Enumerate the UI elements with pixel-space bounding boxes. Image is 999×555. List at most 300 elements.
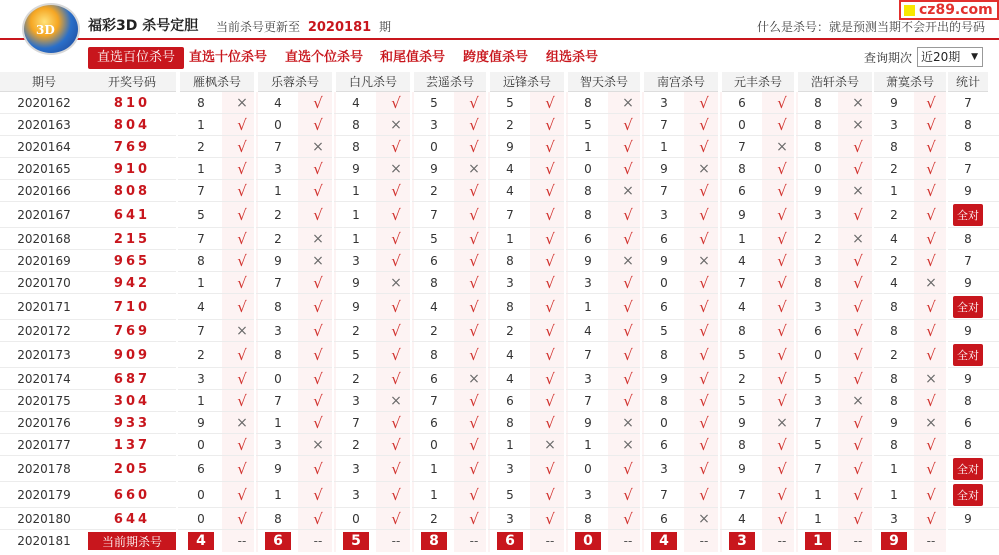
kill-number: 8 <box>490 250 530 272</box>
check-mark: √ <box>699 460 709 478</box>
check-mark: √ <box>313 510 323 528</box>
check-mark: √ <box>391 486 401 504</box>
kill-number: 2 <box>258 228 298 250</box>
kill-number: 8 <box>644 390 684 412</box>
column-separator <box>332 72 334 555</box>
lottery-logo <box>22 3 80 55</box>
cross-mark: × <box>925 275 937 291</box>
check-mark: √ <box>237 230 247 248</box>
check-mark: √ <box>777 322 787 340</box>
kill-number: 7 <box>568 342 608 368</box>
current-kill-value: 5 <box>343 532 369 550</box>
check-icon <box>914 158 948 180</box>
kill-number: 3 <box>798 250 838 272</box>
check-mark: √ <box>237 182 247 200</box>
kill-number: 6 <box>644 294 684 320</box>
current-kill-number <box>722 530 762 552</box>
check-mark: √ <box>545 94 555 112</box>
table-row <box>0 136 999 158</box>
kill-number: 1 <box>722 228 762 250</box>
kill-number: 7 <box>414 202 454 228</box>
cross-icon <box>762 412 802 434</box>
check-icon <box>454 180 494 202</box>
cross-icon <box>222 320 262 342</box>
check-mark: √ <box>926 322 936 340</box>
kill-number: 9 <box>644 368 684 390</box>
check-icon <box>608 482 648 508</box>
check-mark: √ <box>777 206 787 224</box>
kill-number: 8 <box>644 342 684 368</box>
issue-number: 2020164 <box>0 136 88 158</box>
check-icon <box>762 508 802 530</box>
check-mark: √ <box>237 486 247 504</box>
check-mark: √ <box>391 138 401 156</box>
kill-number: 7 <box>180 320 222 342</box>
kill-number: 5 <box>490 482 530 508</box>
issue-number: 2020163 <box>0 114 88 136</box>
pending-result: -- <box>530 530 570 552</box>
check-icon <box>454 92 494 114</box>
tab-units[interactable]: 直选个位杀号 <box>285 50 364 65</box>
check-icon <box>914 180 948 202</box>
kill-number: 6 <box>414 412 454 434</box>
check-icon <box>454 456 494 482</box>
check-icon <box>762 228 802 250</box>
kill-number: 3 <box>336 456 376 482</box>
table-row <box>0 434 999 456</box>
issue-number: 2020176 <box>0 412 88 434</box>
kill-number: 1 <box>258 412 298 434</box>
check-icon <box>454 294 494 320</box>
cross-mark: × <box>622 95 634 111</box>
check-mark: √ <box>853 346 863 364</box>
kill-number: 5 <box>722 390 762 412</box>
draw-numbers: 710 <box>88 294 176 320</box>
table-row <box>0 412 999 434</box>
check-mark: √ <box>699 322 709 340</box>
check-mark: √ <box>926 486 936 504</box>
cross-icon <box>454 368 494 390</box>
check-icon <box>914 508 948 530</box>
check-icon <box>222 456 262 482</box>
check-mark: √ <box>237 392 247 410</box>
column-header: 元丰杀号 <box>722 72 794 92</box>
kill-number: 8 <box>722 320 762 342</box>
hit-count: 9 <box>948 368 988 390</box>
check-icon <box>608 202 648 228</box>
kill-number: 6 <box>722 180 762 202</box>
check-icon <box>608 456 648 482</box>
current-kill-value: 8 <box>421 532 447 550</box>
check-mark: √ <box>313 274 323 292</box>
kill-number: 3 <box>180 368 222 390</box>
kill-number: 4 <box>490 180 530 202</box>
kill-number: 3 <box>644 456 684 482</box>
check-mark: √ <box>237 460 247 478</box>
check-mark: √ <box>853 414 863 432</box>
kill-number: 1 <box>180 158 222 180</box>
cross-mark: × <box>622 183 634 199</box>
kill-number: 8 <box>722 158 762 180</box>
cross-mark: × <box>312 437 324 453</box>
check-mark: √ <box>777 160 787 178</box>
check-icon <box>762 456 802 482</box>
check-mark: √ <box>699 230 709 248</box>
draw-numbers: 205 <box>88 456 176 482</box>
column-header: 雁枫杀号 <box>180 72 254 92</box>
kill-number: 3 <box>258 320 298 342</box>
kill-number: 4 <box>490 342 530 368</box>
kill-number: 8 <box>874 294 914 320</box>
check-mark: √ <box>699 298 709 316</box>
kill-number: 0 <box>722 114 762 136</box>
check-mark: √ <box>853 206 863 224</box>
check-icon <box>454 228 494 250</box>
cross-mark: × <box>852 117 864 133</box>
draw-numbers: 804 <box>88 114 176 136</box>
check-icon <box>454 508 494 530</box>
check-mark: √ <box>237 274 247 292</box>
check-icon <box>914 434 948 456</box>
draw-numbers: 909 <box>88 342 176 368</box>
cross-mark: × <box>390 117 402 133</box>
issue-number: 2020180 <box>0 508 88 530</box>
check-icon <box>608 158 648 180</box>
column-header: 萧寞杀号 <box>874 72 946 92</box>
kill-number: 7 <box>180 180 222 202</box>
kill-number: 2 <box>414 180 454 202</box>
column-header: 统计 <box>948 72 988 92</box>
current-kill-value: 0 <box>575 532 601 550</box>
site-name[interactable]: cz89.com <box>919 2 993 18</box>
hit-count: 8 <box>948 434 988 456</box>
column-header: 南宫杀号 <box>644 72 718 92</box>
check-icon <box>608 114 648 136</box>
check-mark: √ <box>313 346 323 364</box>
check-mark: √ <box>545 230 555 248</box>
check-mark: √ <box>699 346 709 364</box>
draw-numbers: 810 <box>88 92 176 114</box>
kill-number: 4 <box>180 294 222 320</box>
check-mark: √ <box>926 436 936 454</box>
check-icon <box>914 456 948 482</box>
check-mark: √ <box>699 392 709 410</box>
check-mark: √ <box>623 206 633 224</box>
kill-number: 7 <box>490 202 530 228</box>
check-mark: √ <box>777 274 787 292</box>
pending-result: -- <box>222 530 262 552</box>
check-icon <box>454 136 494 158</box>
kill-number: 1 <box>258 180 298 202</box>
all-correct-badge: 全对 <box>953 458 983 480</box>
kill-number: 9 <box>336 272 376 294</box>
check-icon <box>454 390 494 412</box>
hit-count: 6 <box>948 412 988 434</box>
cross-mark: × <box>698 253 710 269</box>
check-mark: √ <box>926 346 936 364</box>
check-mark: √ <box>926 392 936 410</box>
cross-mark: × <box>544 437 556 453</box>
check-icon <box>454 482 494 508</box>
check-mark: √ <box>391 322 401 340</box>
kill-number: 9 <box>258 456 298 482</box>
kill-number: 0 <box>180 482 222 508</box>
period-select-value: 近20期 <box>921 50 961 64</box>
check-mark: √ <box>469 252 479 270</box>
current-kill-value: 3 <box>729 532 755 550</box>
kill-number: 6 <box>798 320 838 342</box>
issue-number: 2020165 <box>0 158 88 180</box>
update-info <box>216 18 391 35</box>
pending-result: -- <box>838 530 878 552</box>
kill-number: 8 <box>568 180 608 202</box>
kill-number: 8 <box>722 434 762 456</box>
column-separator <box>946 72 948 555</box>
check-mark: √ <box>391 370 401 388</box>
kill-number: 8 <box>336 114 376 136</box>
kill-number: 6 <box>644 434 684 456</box>
draw-numbers: 687 <box>88 368 176 390</box>
check-mark: √ <box>699 436 709 454</box>
check-icon <box>914 202 948 228</box>
check-mark: √ <box>699 182 709 200</box>
check-mark: √ <box>623 138 633 156</box>
current-kill-value: 9 <box>881 532 907 550</box>
kill-number: 3 <box>490 508 530 530</box>
kill-number: 5 <box>722 342 762 368</box>
check-icon <box>608 368 648 390</box>
update-period: 2020181 <box>307 20 372 35</box>
check-mark: √ <box>313 322 323 340</box>
kill-number: 3 <box>258 434 298 456</box>
kill-number: 0 <box>414 136 454 158</box>
table-row <box>0 158 999 180</box>
kill-number: 0 <box>798 158 838 180</box>
kill-number: 9 <box>258 250 298 272</box>
column-separator <box>410 72 412 555</box>
kill-number: 6 <box>414 368 454 390</box>
kill-number: 5 <box>568 114 608 136</box>
hit-count <box>948 456 988 482</box>
kill-number: 2 <box>874 158 914 180</box>
column-header: 乐蓉杀号 <box>258 72 332 92</box>
kill-number: 1 <box>798 482 838 508</box>
check-mark: √ <box>699 274 709 292</box>
check-mark: √ <box>237 298 247 316</box>
check-mark: √ <box>777 182 787 200</box>
kill-number: 1 <box>874 180 914 202</box>
tab-span[interactable]: 跨度值杀号 <box>463 50 529 65</box>
tab-hundreds[interactable]: 直选百位杀号 <box>88 47 184 69</box>
check-mark: √ <box>853 138 863 156</box>
check-mark: √ <box>853 322 863 340</box>
kill-number: 8 <box>568 92 608 114</box>
check-mark: √ <box>313 94 323 112</box>
check-mark: √ <box>545 510 555 528</box>
kill-number: 4 <box>722 250 762 272</box>
kill-number: 9 <box>644 158 684 180</box>
check-mark: √ <box>545 346 555 364</box>
check-icon <box>762 202 802 228</box>
check-mark: √ <box>699 116 709 134</box>
hit-count: 7 <box>948 250 988 272</box>
tab-sum-tail[interactable]: 和尾值杀号 <box>380 50 446 65</box>
kill-number: 3 <box>798 390 838 412</box>
site-badge[interactable] <box>899 0 999 20</box>
tab-tens[interactable]: 直选十位杀号 <box>189 50 268 65</box>
draw-numbers: 137 <box>88 434 176 456</box>
check-mark: √ <box>237 510 247 528</box>
kill-number: 5 <box>414 228 454 250</box>
kill-number: 0 <box>644 272 684 294</box>
kill-number: 8 <box>568 508 608 530</box>
current-kill-number <box>568 530 608 552</box>
table-row <box>0 342 999 368</box>
check-mark: √ <box>237 116 247 134</box>
check-mark: √ <box>313 298 323 316</box>
check-mark: √ <box>545 160 555 178</box>
check-icon <box>914 342 948 368</box>
check-mark: √ <box>623 116 633 134</box>
check-icon <box>914 250 948 272</box>
kill-number: 5 <box>336 342 376 368</box>
hit-count: 8 <box>948 114 988 136</box>
kill-number: 0 <box>798 342 838 368</box>
issue-number: 2020162 <box>0 92 88 114</box>
check-icon <box>222 136 262 158</box>
kill-number: 8 <box>180 250 222 272</box>
check-mark: √ <box>777 460 787 478</box>
kill-number: 9 <box>798 180 838 202</box>
check-mark: √ <box>391 510 401 528</box>
check-mark: √ <box>391 230 401 248</box>
check-mark: √ <box>469 414 479 432</box>
update-prefix: 当前杀号更新至 <box>216 20 301 34</box>
kill-number: 4 <box>490 158 530 180</box>
kill-number: 7 <box>644 482 684 508</box>
period-select[interactable] <box>917 47 983 67</box>
check-mark: √ <box>777 230 787 248</box>
current-kill-number <box>258 530 298 552</box>
check-icon <box>222 342 262 368</box>
check-mark: √ <box>623 370 633 388</box>
check-mark: √ <box>699 94 709 112</box>
check-mark: √ <box>777 298 787 316</box>
check-mark: √ <box>926 116 936 134</box>
check-mark: √ <box>545 322 555 340</box>
kill-number: 5 <box>414 92 454 114</box>
cross-mark: × <box>468 371 480 387</box>
kill-number: 7 <box>336 412 376 434</box>
check-mark: √ <box>853 298 863 316</box>
tab-group[interactable]: 组选杀号 <box>546 50 599 65</box>
check-mark: √ <box>853 370 863 388</box>
check-icon <box>608 294 648 320</box>
hit-count: 7 <box>948 92 988 114</box>
update-suffix: 期 <box>379 20 392 34</box>
kill-number: 2 <box>258 202 298 228</box>
check-mark: √ <box>391 206 401 224</box>
table-row <box>0 114 999 136</box>
pending-result: -- <box>376 530 416 552</box>
column-separator <box>176 72 178 555</box>
kill-number: 3 <box>568 272 608 294</box>
column-header: 芸遥杀号 <box>414 72 486 92</box>
check-icon <box>454 412 494 434</box>
check-mark: √ <box>545 182 555 200</box>
check-icon <box>454 250 494 272</box>
check-mark: √ <box>853 160 863 178</box>
check-mark: √ <box>926 138 936 156</box>
column-separator <box>872 72 874 555</box>
kill-number: 2 <box>490 114 530 136</box>
check-icon <box>762 114 802 136</box>
cross-mark: × <box>236 323 248 339</box>
cross-mark: × <box>776 415 788 431</box>
table-row <box>0 180 999 202</box>
kill-number: 8 <box>258 508 298 530</box>
current-kill-value: 6 <box>265 532 291 550</box>
draw-numbers: 933 <box>88 412 176 434</box>
chevron-down-icon: ▼ <box>971 52 978 62</box>
cross-mark: × <box>925 371 937 387</box>
hit-count <box>948 342 988 368</box>
cross-mark: × <box>698 511 710 527</box>
current-kill-label <box>88 530 176 552</box>
kill-number: 3 <box>874 508 914 530</box>
kill-number: 1 <box>568 294 608 320</box>
check-icon <box>454 114 494 136</box>
check-mark: √ <box>237 138 247 156</box>
kill-number: 7 <box>798 412 838 434</box>
kill-number: 8 <box>798 114 838 136</box>
kill-number: 1 <box>490 434 530 456</box>
kill-number: 9 <box>336 294 376 320</box>
kill-number: 3 <box>490 272 530 294</box>
kill-number: 2 <box>180 342 222 368</box>
cross-mark: × <box>312 139 324 155</box>
table-row <box>0 390 999 412</box>
kill-number: 0 <box>336 508 376 530</box>
column-separator <box>486 72 488 555</box>
cross-mark: × <box>622 253 634 269</box>
cross-mark: × <box>390 161 402 177</box>
check-mark: √ <box>853 486 863 504</box>
check-mark: √ <box>391 414 401 432</box>
check-mark: √ <box>469 510 479 528</box>
check-mark: √ <box>623 274 633 292</box>
kill-number: 2 <box>414 320 454 342</box>
kill-number: 0 <box>644 412 684 434</box>
kill-number: 8 <box>874 368 914 390</box>
table-row <box>0 368 999 390</box>
check-icon <box>762 294 802 320</box>
check-mark: √ <box>391 346 401 364</box>
table-row <box>0 250 999 272</box>
current-kill-value: 4 <box>651 532 677 550</box>
check-icon <box>222 158 262 180</box>
cross-mark: × <box>390 275 402 291</box>
check-mark: √ <box>853 274 863 292</box>
kill-number: 3 <box>568 368 608 390</box>
check-mark: √ <box>545 298 555 316</box>
check-mark: √ <box>469 206 479 224</box>
logo-text: 3D <box>36 23 55 37</box>
kill-number: 9 <box>874 412 914 434</box>
kill-number: 9 <box>644 250 684 272</box>
check-mark: √ <box>853 460 863 478</box>
check-mark: √ <box>237 346 247 364</box>
